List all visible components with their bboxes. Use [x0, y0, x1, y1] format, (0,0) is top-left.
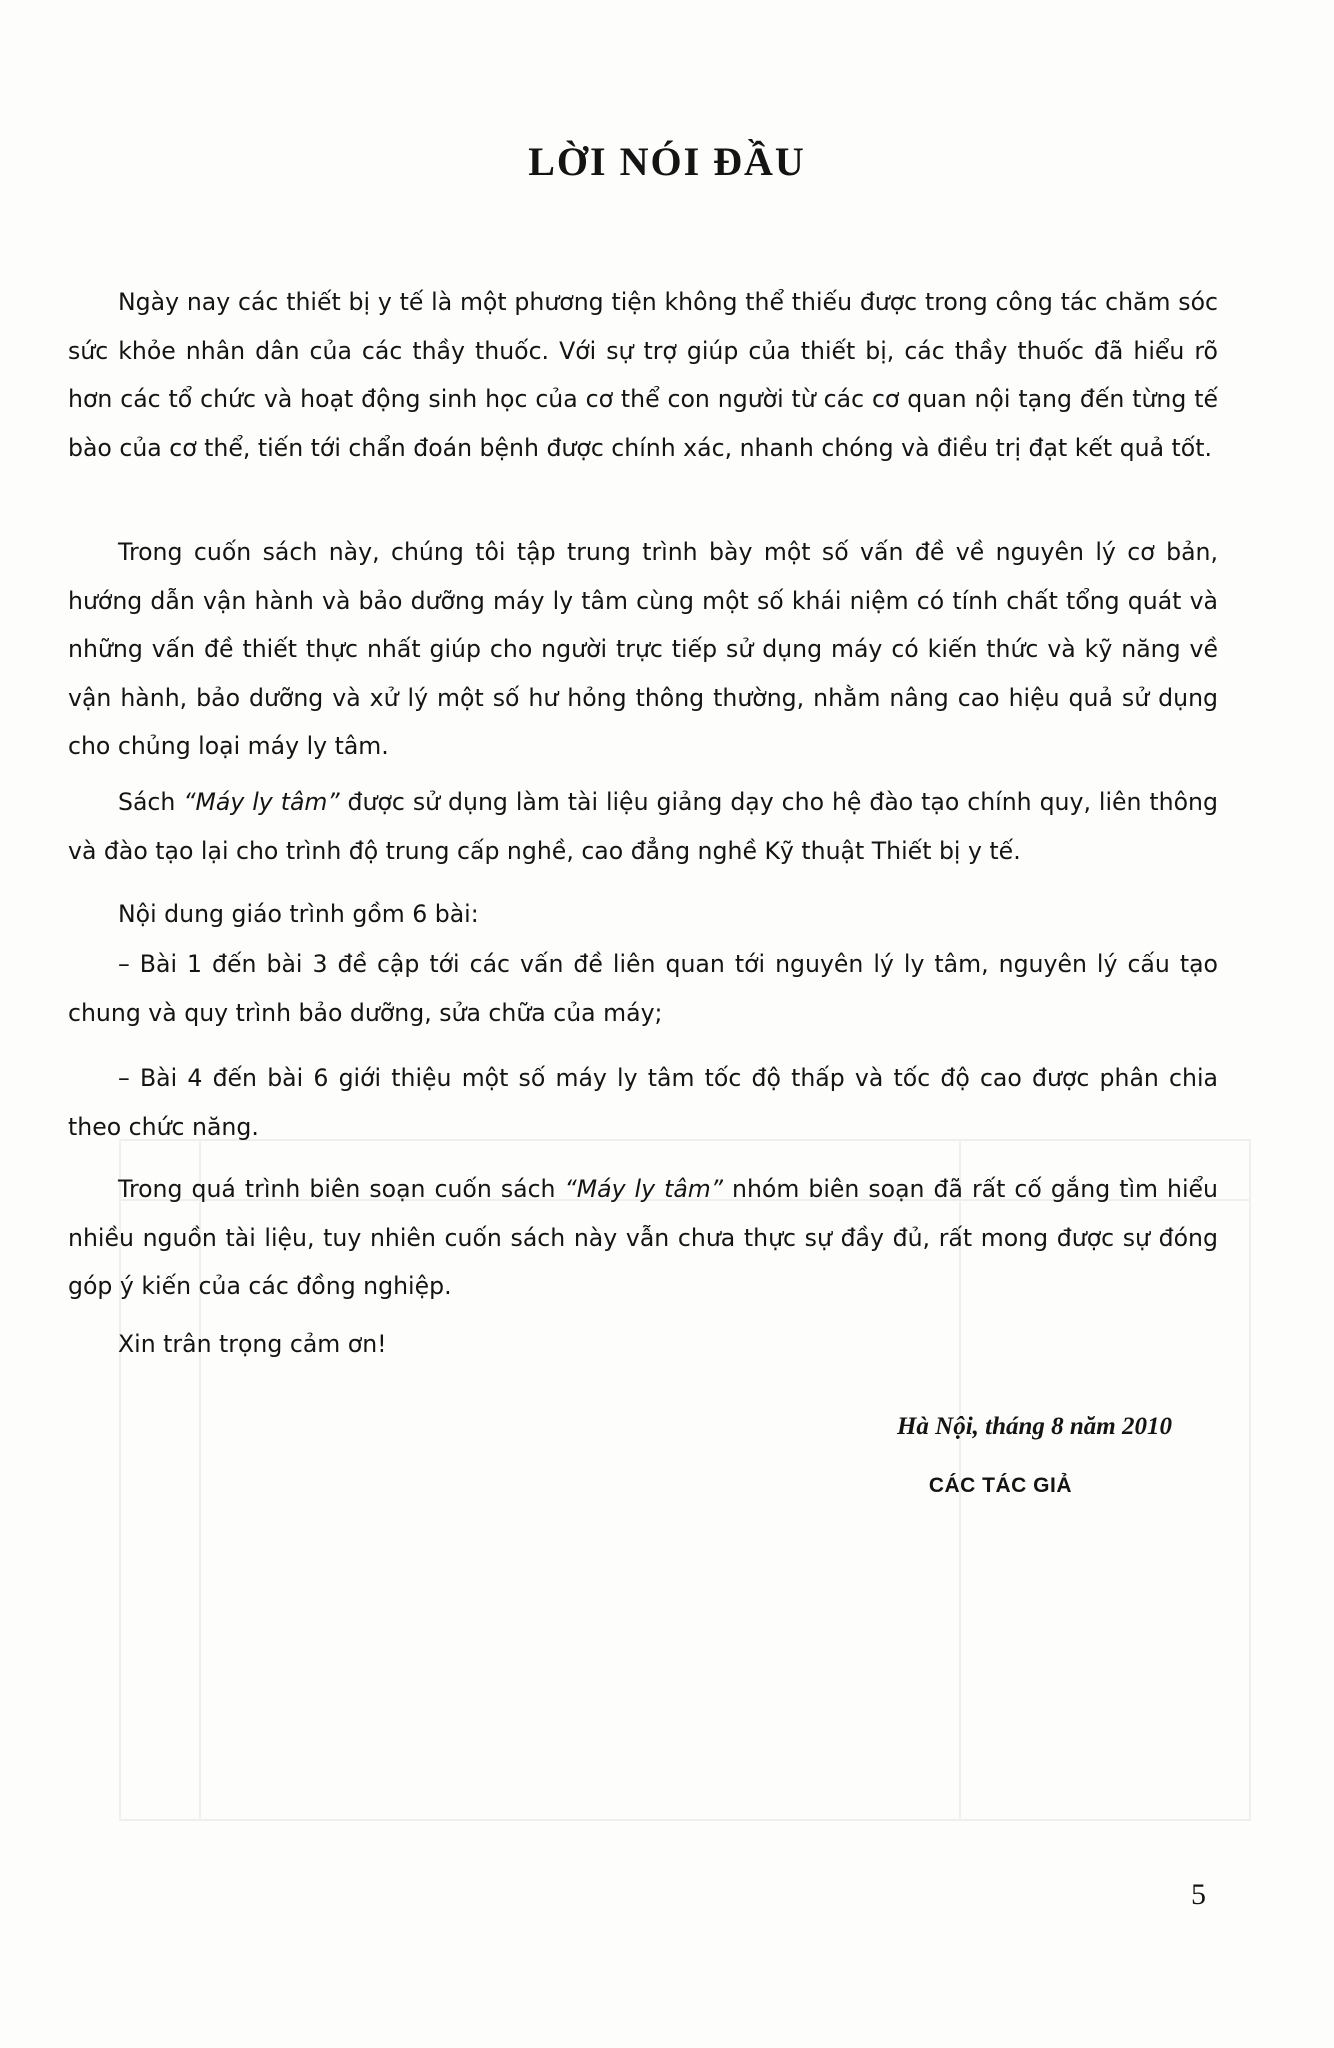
paragraph-usage-text-1: Sách	[118, 788, 184, 816]
date-line: Hà Nội, tháng 8 năm 2010	[896, 1413, 1172, 1440]
paragraph-intro: Ngày nay các thiết bị y tế là một phương tiện không thể thiếu được trong công tác chăm sóc sức khỏe nhân dân của các thầy thuốc. Với sự trợ giúp của thiết bị, các thầy thuốc đã hiểu rõ hơn các tổ chức và hoạt động sinh học của cơ thể con người từ các cơ quan nội tạng đến từng tế bào của cơ thể, tiến tới chẩn đoán bệnh được chính xác, nhanh chóng và điều trị đạt kết quả tốt.	[68, 288, 1218, 462]
paragraph-usage	[68, 778, 1218, 875]
list-item-lessons-1-3: – Bài 1 đến bài 3 đề cập tới các vấn đề liên quan tới nguyên lý ly tâm, nguyên lý cấu tạo chung và quy trình bảo dưỡng, sửa chữa của máy;	[68, 950, 1218, 1027]
page-title: LỜI NÓI ĐẦU	[528, 139, 806, 184]
authors-signature: CÁC TÁC GIẢ	[928, 1474, 1072, 1497]
paragraph-usage-text-2: được sử dụng làm tài liệu giảng dạy cho hệ đào tạo chính quy, liên thông và đào tạo lại cho trình độ trung cấp nghề, cao đẳng nghề Kỹ thuật Thiết bị y tế.	[68, 788, 1218, 865]
paragraph-scope: Trong cuốn sách này, chúng tôi tập trung trình bày một số vấn đề về nguyên lý cơ bản, hướng dẫn vận hành và bảo dưỡng máy ly tâm cùng một số khái niệm có tính chất tổng quát và những vấn đề thiết thực nhất giúp cho người trực tiếp sử dụng máy có kiến thức và kỹ năng về vận hành, bảo dưỡng và xử lý một số hư hỏng thông thường, nhằm nâng cao hiệu quả sử dụng cho chủng loại máy ly tâm.	[68, 538, 1218, 760]
closing-thanks: Xin trân trọng cảm ơn!	[118, 1330, 387, 1358]
book-title: “Máy ly tâm”	[183, 788, 340, 816]
page-number: 5	[1191, 1878, 1206, 1911]
list-item-lessons-4-6: – Bài 4 đến bài 6 giới thiệu một số máy ly tâm tốc độ thấp và tốc độ cao được phân chia theo chức năng.	[68, 1064, 1218, 1141]
book-title-2: “Máy ly tâm”	[564, 1175, 723, 1203]
paragraph-ack-text-2: nhóm biên soạn đã rất cố gắng tìm hiểu nhiều nguồn tài liệu, tuy nhiên cuốn sách này vẫn chưa thực sự đầy đủ, rất mong được sự đóng góp ý kiến của các đồng nghiệp.	[68, 1175, 1218, 1300]
paragraph-contents-intro: Nội dung giáo trình gồm 6 bài:	[118, 900, 479, 928]
paragraph-acknowledgement	[68, 1165, 1218, 1311]
paragraph-ack-text-1: Trong quá trình biên soạn cuốn sách	[118, 1175, 565, 1203]
